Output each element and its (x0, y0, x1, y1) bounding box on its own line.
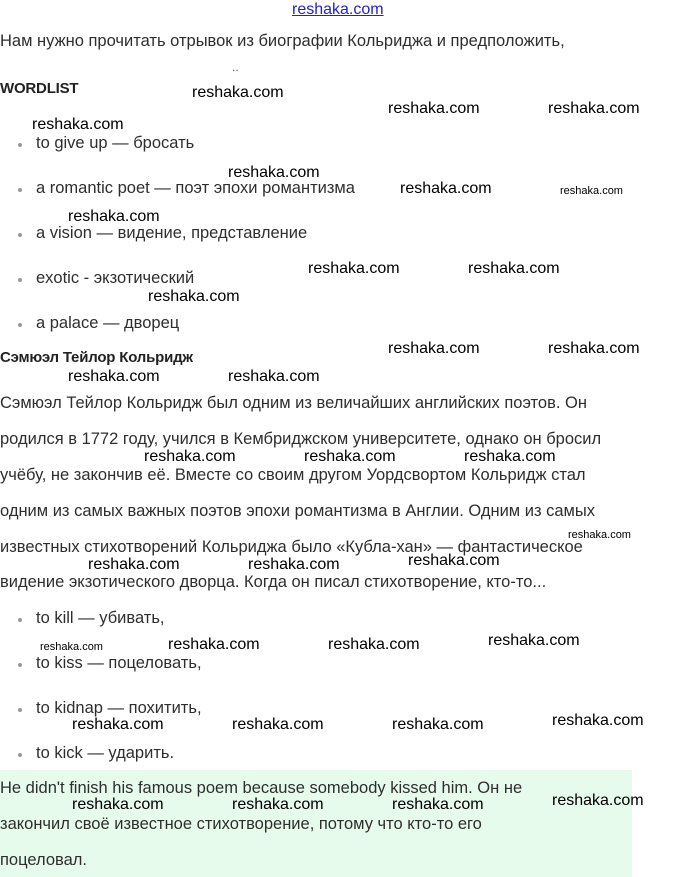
watermark: reshaka.com (388, 340, 480, 357)
watermark: reshaka.com (68, 208, 160, 225)
watermark: reshaka.com (464, 448, 556, 465)
watermark: reshaka.com (488, 632, 580, 649)
watermark: reshaka.com (88, 556, 180, 573)
bio-heading: Сэмюэл Тейлор Кольридж (0, 349, 193, 366)
watermark: reshaka.com (552, 792, 644, 809)
list-bullet (18, 143, 22, 147)
watermark: reshaka.com (232, 796, 324, 813)
bio-line: родился в 1772 году, учился в Кембриджском университете, однако он бросил (0, 430, 602, 448)
wordlist-item: a vision — видение, представление (36, 224, 308, 242)
list-bullet (18, 618, 22, 622)
bio-line: одним из самых важных поэтов эпохи романтизма в Англии. Одним из самых (0, 502, 595, 520)
watermark: reshaka.com (392, 716, 484, 733)
bio-line: видение экзотического дворца. Когда он писал стихотворение, кто-то... (0, 573, 547, 591)
watermark: reshaka.com (72, 796, 164, 813)
watermark: reshaka.com (392, 796, 484, 813)
option-item: to kidnap — похитить, (36, 699, 202, 717)
watermark: reshaka.com (148, 288, 240, 305)
wordlist-heading: WORDLIST (0, 80, 79, 97)
watermark: reshaka.com (560, 185, 623, 197)
watermark: reshaka.com (68, 368, 160, 385)
bio-line: учёбу, не закончив её. Вместе со своим другом Уордсвортом Кольридж стал (0, 466, 586, 484)
watermark: reshaka.com (72, 716, 164, 733)
wordlist-item: a romantic poet — поэт эпохи романтизма (36, 179, 355, 197)
wordlist-item: a palace — дворец (36, 314, 180, 332)
list-bullet (18, 753, 22, 757)
bio-line: известных стихотворений Кольриджа было «Кубла-хан» — фантастическое (0, 538, 583, 556)
watermark: reshaka.com (228, 164, 320, 181)
watermark: reshaka.com (32, 116, 124, 133)
watermark: reshaka.com (144, 448, 236, 465)
list-bullet (18, 663, 22, 667)
option-item: to kiss — поцеловать, (36, 654, 202, 672)
watermark: reshaka.com (192, 84, 284, 101)
list-bullet (18, 323, 22, 327)
watermark: reshaka.com (328, 636, 420, 653)
option-item: to kick — ударить. (36, 744, 175, 762)
watermark: reshaka.com (400, 180, 492, 197)
watermark: reshaka.com (248, 556, 340, 573)
list-bullet (18, 278, 22, 282)
list-bullet (18, 188, 22, 192)
watermark: reshaka.com (168, 636, 260, 653)
wordlist-item: to give up — бросать (36, 134, 195, 152)
answer-line: He didn't finish his famous poem because somebody kissed him. Он не (0, 779, 523, 797)
watermark: reshaka.com (552, 712, 644, 729)
watermark: reshaka.com (548, 340, 640, 357)
watermark: reshaka.com (548, 100, 640, 117)
watermark: reshaka.com (228, 368, 320, 385)
watermark: reshaka.com (568, 529, 631, 541)
watermark: reshaka.com (232, 716, 324, 733)
watermark: reshaka.com (388, 100, 480, 117)
intro-text: Нам нужно прочитать отрывок из биографии Кольриджа и предположить, (0, 32, 565, 50)
watermark: reshaka.com (308, 260, 400, 277)
answer-line: закончил своё известное стихотворение, потому что кто-то его (0, 815, 482, 833)
list-bullet (18, 233, 22, 237)
option-item: to kill — убивать, (36, 609, 165, 627)
watermark: reshaka.com (408, 552, 500, 569)
answer-line: поцеловал. (0, 851, 87, 869)
ellipsis-mark: .. (232, 60, 239, 74)
list-bullet (18, 708, 22, 712)
watermark: reshaka.com (40, 641, 103, 653)
watermark: reshaka.com (304, 448, 396, 465)
bio-line: Сэмюэл Тейлор Кольридж был одним из величайших английских поэтов. Он (0, 394, 587, 412)
site-mark-link[interactable]: reshaka.com (292, 1, 384, 18)
watermark: reshaka.com (468, 260, 560, 277)
wordlist-item: exotic - экзотический (36, 269, 195, 287)
